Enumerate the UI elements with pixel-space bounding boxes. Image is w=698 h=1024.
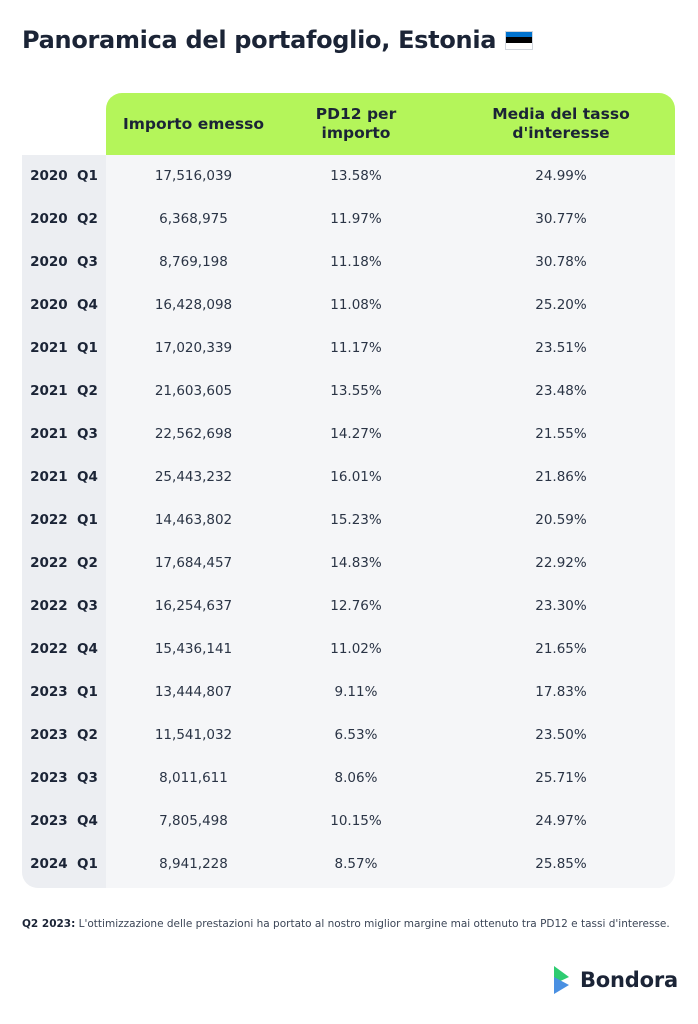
table-row	[22, 155, 675, 198]
footnote-label: Q2 2023:	[22, 918, 76, 930]
row-label: 2022 Q4	[30, 641, 98, 657]
portfolio-table	[22, 93, 675, 888]
importo-cell: 22,562,698	[154, 426, 233, 442]
importo-cell: 7,805,498	[159, 813, 228, 829]
pd12-cell: 11.17%	[330, 340, 382, 356]
importo-cell: 17,516,039	[154, 168, 233, 184]
table-row	[22, 714, 675, 757]
row-label: 2020 Q4	[30, 297, 98, 313]
tasso-cell: 25.20%	[535, 297, 587, 313]
table-row	[22, 327, 675, 370]
row-label: 2021 Q2	[30, 383, 98, 399]
bondora-logo-icon	[552, 965, 572, 995]
tasso-cell: 21.65%	[535, 641, 587, 657]
table-row	[22, 843, 675, 886]
column-header-pd12: PD12 per importo	[315, 105, 397, 142]
table-row	[22, 628, 675, 671]
pd12-cell: 11.02%	[330, 641, 382, 657]
table-row	[22, 585, 675, 628]
importo-cell: 16,254,637	[154, 598, 233, 614]
bondora-logo	[552, 965, 678, 995]
pd12-cell: 14.83%	[330, 555, 382, 571]
row-label: 2022 Q3	[30, 598, 98, 614]
pd12-cell: 12.76%	[330, 598, 382, 614]
tasso-cell: 23.50%	[535, 727, 587, 743]
importo-cell: 6,368,975	[159, 211, 228, 227]
tasso-cell: 25.71%	[535, 770, 587, 786]
table-header	[106, 93, 675, 155]
tasso-cell: 23.51%	[535, 340, 587, 356]
importo-cell: 17,020,339	[154, 340, 233, 356]
footnote	[22, 918, 670, 930]
pd12-cell: 11.08%	[330, 297, 382, 313]
table-row	[22, 456, 675, 499]
tasso-cell: 23.48%	[535, 383, 587, 399]
footnote-text: L'ottimizzazione delle prestazioni ha portato al nostro miglior margine mai ottenuto tra PD12 e tassi d'interesse.	[75, 918, 670, 930]
pd12-cell: 10.15%	[330, 813, 382, 829]
table-row	[22, 542, 675, 585]
tasso-cell: 23.30%	[535, 598, 587, 614]
table-row	[22, 198, 675, 241]
pd12-cell: 11.18%	[330, 254, 382, 270]
table-row	[22, 757, 675, 800]
tasso-cell: 25.85%	[535, 856, 587, 872]
row-label: 2023 Q2	[30, 727, 98, 743]
pd12-cell: 8.57%	[334, 856, 378, 872]
importo-cell: 16,428,098	[154, 297, 233, 313]
tasso-cell: 22.92%	[535, 555, 587, 571]
column-header-importo: Importo emesso	[122, 114, 265, 133]
table-row	[22, 370, 675, 413]
importo-cell: 14,463,802	[154, 512, 233, 528]
row-label: 2023 Q1	[30, 684, 98, 700]
bondora-logo-text: Bondora	[580, 968, 678, 992]
importo-cell: 15,436,141	[154, 641, 233, 657]
pd12-cell: 6.53%	[334, 727, 378, 743]
pd12-cell: 9.11%	[334, 684, 378, 700]
importo-cell: 8,011,611	[159, 770, 228, 786]
table-row	[22, 284, 675, 327]
row-label: 2021 Q3	[30, 426, 98, 442]
pd12-cell: 16.01%	[330, 469, 382, 485]
row-label: 2022 Q2	[30, 555, 98, 571]
row-label: 2020 Q2	[30, 211, 98, 227]
importo-cell: 17,684,457	[154, 555, 233, 571]
pd12-cell: 8.06%	[334, 770, 378, 786]
page-title-text: Panoramica del portafoglio, Estonia	[22, 26, 497, 54]
estonia-flag-icon	[505, 31, 533, 50]
row-label: 2021 Q1	[30, 340, 98, 356]
tasso-cell: 24.99%	[535, 168, 587, 184]
importo-cell: 21,603,605	[154, 383, 233, 399]
pd12-cell: 13.55%	[330, 383, 382, 399]
pd12-cell: 13.58%	[330, 168, 382, 184]
table-row	[22, 241, 675, 284]
page-title	[22, 26, 533, 54]
tasso-cell: 20.59%	[535, 512, 587, 528]
importo-cell: 13,444,807	[154, 684, 233, 700]
tasso-cell: 21.55%	[535, 426, 587, 442]
tasso-cell: 21.86%	[535, 469, 587, 485]
table-row	[22, 800, 675, 843]
importo-cell: 8,769,198	[159, 254, 228, 270]
row-label: 2024 Q1	[30, 856, 98, 872]
pd12-cell: 11.97%	[330, 211, 382, 227]
table-row	[22, 413, 675, 456]
importo-cell: 25,443,232	[154, 469, 233, 485]
column-header-tasso: Media del tasso d'interesse	[492, 105, 630, 142]
pd12-cell: 15.23%	[330, 512, 382, 528]
row-label: 2021 Q4	[30, 469, 98, 485]
tasso-cell: 24.97%	[535, 813, 587, 829]
tasso-cell: 30.78%	[535, 254, 587, 270]
tasso-cell: 17.83%	[535, 684, 587, 700]
row-label: 2023 Q4	[30, 813, 98, 829]
row-label: 2020 Q1	[30, 168, 98, 184]
pd12-cell: 14.27%	[330, 426, 382, 442]
importo-cell: 8,941,228	[159, 856, 228, 872]
row-label: 2023 Q3	[30, 770, 98, 786]
importo-cell: 11,541,032	[154, 727, 233, 743]
table-row	[22, 499, 675, 542]
row-label: 2022 Q1	[30, 512, 98, 528]
row-label: 2020 Q3	[30, 254, 98, 270]
table-row	[22, 671, 675, 714]
tasso-cell: 30.77%	[535, 211, 587, 227]
